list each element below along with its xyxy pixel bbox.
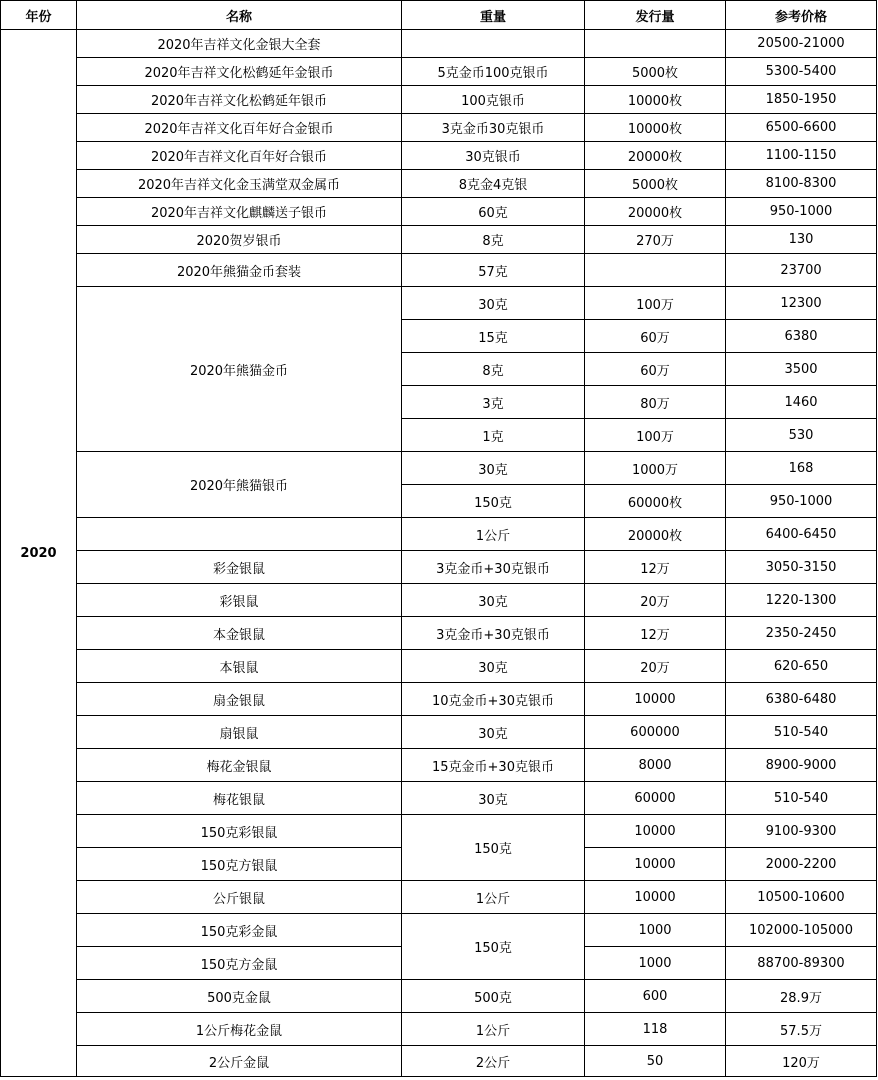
price-cell: 28.9万 xyxy=(726,980,877,1013)
price-cell: 3500 xyxy=(726,353,877,386)
price-cell: 102000-105000 xyxy=(726,914,877,947)
table-row xyxy=(1,881,877,914)
table-row xyxy=(1,287,877,320)
name-cell: 梅花银鼠 xyxy=(77,782,402,815)
weight-cell: 3克 xyxy=(402,386,585,419)
name-cell: 2020年吉祥文化金玉满堂双金属币 xyxy=(77,170,402,198)
table-row xyxy=(1,226,877,254)
name-cell: 2020年熊猫银币 xyxy=(77,452,402,518)
table-row xyxy=(1,114,877,142)
weight-cell: 60克 xyxy=(402,198,585,226)
mintage-cell: 5000枚 xyxy=(585,58,726,86)
name-cell: 2020年吉祥文化麒麟送子银币 xyxy=(77,198,402,226)
weight-cell: 500克 xyxy=(402,980,585,1013)
price-cell: 88700-89300 xyxy=(726,947,877,980)
weight-cell: 30克 xyxy=(402,452,585,485)
weight-cell xyxy=(402,30,585,58)
price-cell: 1460 xyxy=(726,386,877,419)
price-cell: 620-650 xyxy=(726,650,877,683)
mintage-cell: 270万 xyxy=(585,226,726,254)
mintage-cell: 60000 xyxy=(585,782,726,815)
weight-cell: 1公斤 xyxy=(402,518,585,551)
price-cell: 9100-9300 xyxy=(726,815,877,848)
mintage-cell: 10000 xyxy=(585,881,726,914)
table-row xyxy=(1,815,877,848)
weight-cell: 15克金币+30克银币 xyxy=(402,749,585,782)
name-cell: 梅花金银鼠 xyxy=(77,749,402,782)
mintage-cell: 1000 xyxy=(585,947,726,980)
header-price: 参考价格 xyxy=(726,1,877,30)
price-cell: 130 xyxy=(726,226,877,254)
name-cell: 2公斤金鼠 xyxy=(77,1046,402,1077)
price-cell: 6400-6450 xyxy=(726,518,877,551)
table-row xyxy=(1,142,877,170)
price-cell: 1220-1300 xyxy=(726,584,877,617)
weight-cell: 150克 xyxy=(402,914,585,980)
table-row xyxy=(1,254,877,287)
price-cell: 6380 xyxy=(726,320,877,353)
name-cell: 2020年吉祥文化金银大全套 xyxy=(77,30,402,58)
mintage-cell: 80万 xyxy=(585,386,726,419)
name-cell: 彩金银鼠 xyxy=(77,551,402,584)
price-cell: 120万 xyxy=(726,1046,877,1077)
table-row xyxy=(1,683,877,716)
mintage-cell xyxy=(585,30,726,58)
name-cell: 2020贺岁银币 xyxy=(77,226,402,254)
table-row xyxy=(1,716,877,749)
name-cell: 500克金鼠 xyxy=(77,980,402,1013)
table-row xyxy=(1,58,877,86)
name-cell: 2020年熊猫金币 xyxy=(77,287,402,452)
header-year: 年份 xyxy=(1,1,77,30)
table-row xyxy=(1,170,877,198)
name-cell: 2020年熊猫金币套装 xyxy=(77,254,402,287)
price-cell: 3050-3150 xyxy=(726,551,877,584)
table-row xyxy=(1,86,877,114)
weight-cell: 8克 xyxy=(402,226,585,254)
name-cell: 150克方银鼠 xyxy=(77,848,402,881)
mintage-cell: 60万 xyxy=(585,353,726,386)
weight-cell: 1公斤 xyxy=(402,1013,585,1046)
price-cell: 23700 xyxy=(726,254,877,287)
table-row xyxy=(1,198,877,226)
weight-cell: 57克 xyxy=(402,254,585,287)
name-cell: 2020年吉祥文化松鹤延年金银币 xyxy=(77,58,402,86)
mintage-cell: 20000枚 xyxy=(585,518,726,551)
weight-cell: 30克 xyxy=(402,584,585,617)
header-mintage: 发行量 xyxy=(585,1,726,30)
table-row xyxy=(1,914,877,947)
mintage-cell: 100万 xyxy=(585,419,726,452)
mintage-cell: 50 xyxy=(585,1046,726,1077)
mintage-cell: 100万 xyxy=(585,287,726,320)
table-row xyxy=(1,749,877,782)
mintage-cell: 20万 xyxy=(585,650,726,683)
name-cell: 扇银鼠 xyxy=(77,716,402,749)
mintage-cell: 118 xyxy=(585,1013,726,1046)
price-cell: 5300-5400 xyxy=(726,58,877,86)
price-cell: 168 xyxy=(726,452,877,485)
weight-cell: 150克 xyxy=(402,485,585,518)
price-cell: 510-540 xyxy=(726,716,877,749)
name-cell: 公斤银鼠 xyxy=(77,881,402,914)
weight-cell: 100克银币 xyxy=(402,86,585,114)
weight-cell: 3克金币30克银币 xyxy=(402,114,585,142)
name-cell: 2020年吉祥文化百年好合银币 xyxy=(77,142,402,170)
weight-cell: 30克 xyxy=(402,287,585,320)
table-row xyxy=(1,551,877,584)
price-cell: 950-1000 xyxy=(726,485,877,518)
weight-cell: 3克金币+30克银币 xyxy=(402,551,585,584)
mintage-cell: 20万 xyxy=(585,584,726,617)
table-row xyxy=(1,518,877,551)
price-cell: 2350-2450 xyxy=(726,617,877,650)
mintage-cell: 20000枚 xyxy=(585,142,726,170)
header-name: 名称 xyxy=(77,1,402,30)
table-row xyxy=(1,1013,877,1046)
table-row xyxy=(1,782,877,815)
mintage-cell: 600 xyxy=(585,980,726,1013)
weight-cell: 30克 xyxy=(402,782,585,815)
price-cell: 10500-10600 xyxy=(726,881,877,914)
weight-cell: 8克 xyxy=(402,353,585,386)
weight-cell: 30克 xyxy=(402,716,585,749)
weight-cell: 8克金4克银 xyxy=(402,170,585,198)
mintage-cell: 8000 xyxy=(585,749,726,782)
table-row xyxy=(1,452,877,485)
weight-cell: 30克 xyxy=(402,650,585,683)
name-cell: 2020年吉祥文化松鹤延年银币 xyxy=(77,86,402,114)
price-cell: 1850-1950 xyxy=(726,86,877,114)
name-cell: 150克彩金鼠 xyxy=(77,914,402,947)
name-cell: 彩银鼠 xyxy=(77,584,402,617)
price-cell: 950-1000 xyxy=(726,198,877,226)
mintage-cell xyxy=(585,254,726,287)
table-row xyxy=(1,1046,877,1077)
mintage-cell: 600000 xyxy=(585,716,726,749)
year-cell: 2020 xyxy=(1,30,77,1077)
weight-cell: 3克金币+30克银币 xyxy=(402,617,585,650)
mintage-cell: 20000枚 xyxy=(585,198,726,226)
price-cell: 2000-2200 xyxy=(726,848,877,881)
weight-cell: 15克 xyxy=(402,320,585,353)
weight-cell: 1公斤 xyxy=(402,881,585,914)
weight-cell: 30克银币 xyxy=(402,142,585,170)
mintage-cell: 1000 xyxy=(585,914,726,947)
name-cell: 2020年吉祥文化百年好合金银币 xyxy=(77,114,402,142)
table-row xyxy=(1,30,877,58)
mintage-cell: 1000万 xyxy=(585,452,726,485)
price-cell: 6380-6480 xyxy=(726,683,877,716)
price-cell: 530 xyxy=(726,419,877,452)
table-row xyxy=(1,650,877,683)
price-cell: 8100-8300 xyxy=(726,170,877,198)
name-cell: 150克方金鼠 xyxy=(77,947,402,980)
table-row xyxy=(1,584,877,617)
mintage-cell: 60万 xyxy=(585,320,726,353)
name-cell: 150克彩银鼠 xyxy=(77,815,402,848)
name-cell: 本金银鼠 xyxy=(77,617,402,650)
weight-cell: 150克 xyxy=(402,815,585,881)
table-row xyxy=(1,617,877,650)
price-cell: 510-540 xyxy=(726,782,877,815)
weight-cell: 5克金币100克银币 xyxy=(402,58,585,86)
mintage-cell: 10000枚 xyxy=(585,114,726,142)
weight-cell: 1克 xyxy=(402,419,585,452)
mintage-cell: 10000 xyxy=(585,848,726,881)
header-row xyxy=(1,1,877,30)
name-cell: 1公斤梅花金鼠 xyxy=(77,1013,402,1046)
price-cell: 6500-6600 xyxy=(726,114,877,142)
name-cell: 扇金银鼠 xyxy=(77,683,402,716)
price-cell: 12300 xyxy=(726,287,877,320)
mintage-cell: 12万 xyxy=(585,617,726,650)
mintage-cell: 10000 xyxy=(585,815,726,848)
mintage-cell: 60000枚 xyxy=(585,485,726,518)
weight-cell: 10克金币+30克银币 xyxy=(402,683,585,716)
mintage-cell: 12万 xyxy=(585,551,726,584)
price-cell: 8900-9000 xyxy=(726,749,877,782)
table-row xyxy=(1,980,877,1013)
mintage-cell: 10000枚 xyxy=(585,86,726,114)
price-cell: 57.5万 xyxy=(726,1013,877,1046)
price-cell: 1100-1150 xyxy=(726,142,877,170)
mintage-cell: 5000枚 xyxy=(585,170,726,198)
name-cell: 本银鼠 xyxy=(77,650,402,683)
name-cell xyxy=(77,518,402,551)
header-weight: 重量 xyxy=(402,1,585,30)
price-cell: 20500-21000 xyxy=(726,30,877,58)
weight-cell: 2公斤 xyxy=(402,1046,585,1077)
mintage-cell: 10000 xyxy=(585,683,726,716)
